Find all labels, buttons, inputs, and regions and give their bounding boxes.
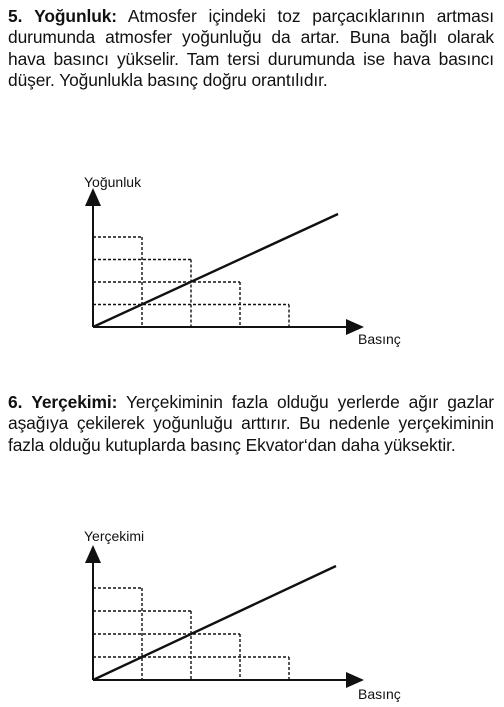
section6-body: Yerçekiminin fazla olduğu yerlerde ağır gazlar aşağıya çekilerek yoğunluğu arttırır. Bu nedenle yerçekiminin fazla olduğu kutuplarda basınç Ekvator‘dan daha yüksektir.: [8, 392, 494, 455]
chart2-x-label: Basınç: [358, 686, 401, 702]
gravity-pressure-svg: [0, 525, 504, 707]
chart2-y-label: Yerçekimi: [84, 528, 145, 544]
chart2-trend-line: [93, 566, 336, 680]
chart1-x-label: Basınç: [358, 331, 401, 347]
section6-paragraph: [8, 392, 494, 456]
density-pressure-svg: [0, 170, 504, 355]
section5-body: Atmosfer içindeki toz parçacıklarının artması durumunda atmosfer yoğunluğu da artar. Buna bağlı olarak hava basıncı yükselir. Tam tersi durumunda ise hava basıncı düşer. Yoğunlukla basınç doğru orantılıdır.: [8, 6, 494, 91]
section5-paragraph: [8, 6, 494, 92]
chart1-y-label: Yoğunluk: [84, 174, 142, 190]
chart1-trend-line: [93, 214, 338, 327]
gravity-pressure-chart: [0, 525, 504, 707]
section6-heading: Yerçekimi:: [31, 392, 118, 412]
section5-number: 5.: [8, 6, 23, 26]
section5-heading: Yoğunluk:: [34, 6, 117, 26]
section6-number: 6.: [8, 392, 23, 412]
density-pressure-chart: [0, 170, 504, 355]
